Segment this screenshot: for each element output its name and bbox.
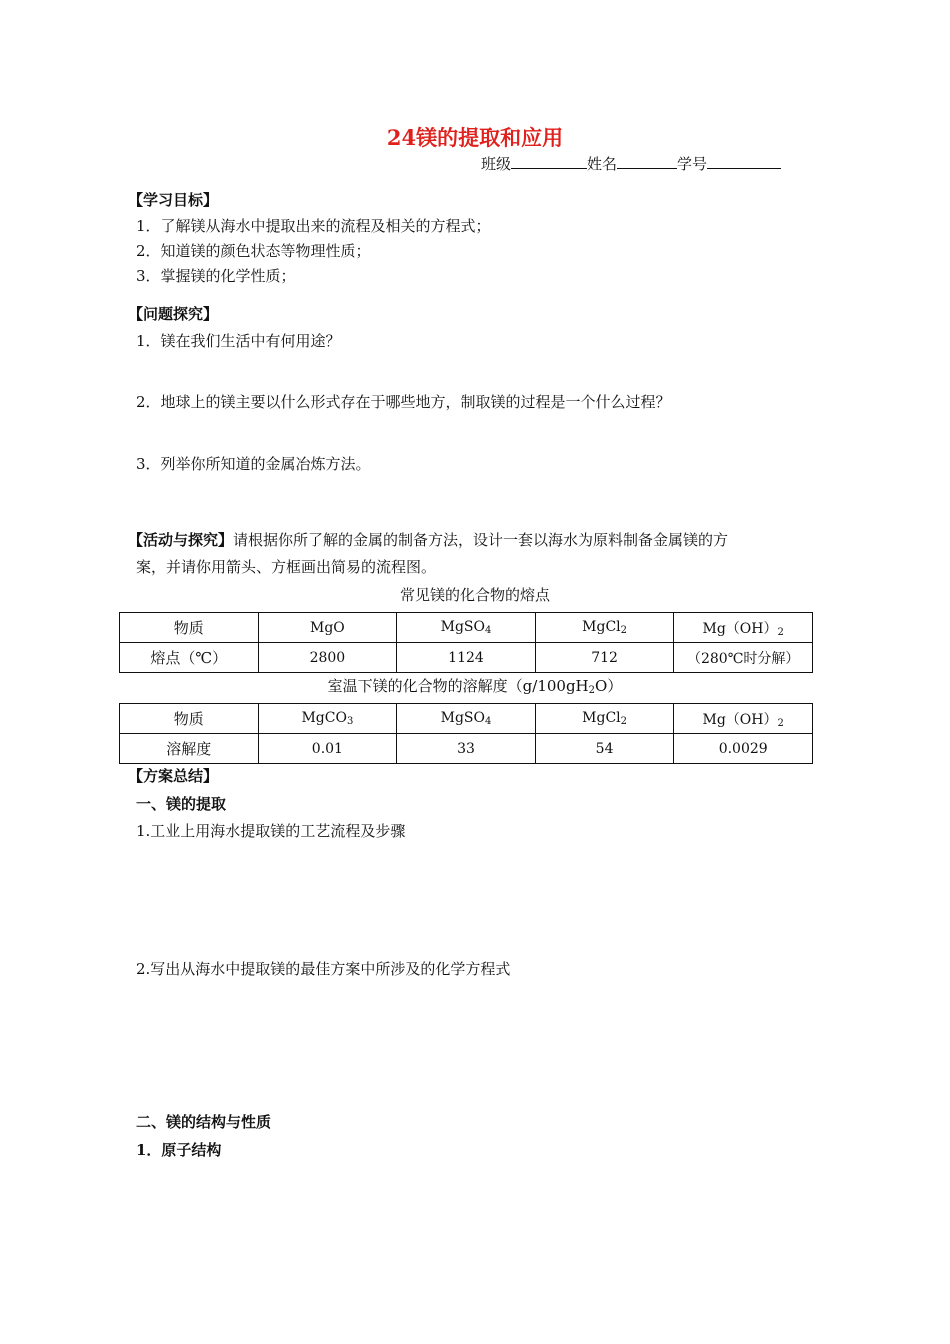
- objective-item: 3．掌握镁的化学性质；: [136, 267, 296, 285]
- table-cell: MgSO$_4$: [397, 704, 536, 734]
- table-cell: MgSO$_4$: [397, 613, 536, 643]
- summary-item: 1.工业上用海水提取镁的工艺流程及步骤: [136, 822, 406, 840]
- table-cell: 物质: [120, 704, 259, 734]
- objectives-heading: 【学习目标】: [128, 191, 219, 209]
- inquiry-heading: 【问题探究】: [128, 305, 219, 323]
- id-label: 学号: [677, 155, 708, 173]
- table-cell: MgO: [258, 613, 397, 643]
- activity-paragraph-line1: [128, 529, 728, 550]
- inquiry-item: 2．地球上的镁主要以什么形式存在于哪些地方，制取镁的过程是一个什么过程？: [136, 393, 671, 411]
- activity-heading: 【活动与探究】: [128, 531, 234, 549]
- objective-item: 2．知道镁的颜色状态等物理性质；: [136, 242, 371, 260]
- name-blank[interactable]: [617, 154, 677, 169]
- table-cell: $Mg(OH)_2$: [674, 613, 813, 643]
- table-cell: 熔点（℃）: [120, 643, 259, 673]
- class-blank[interactable]: [511, 154, 587, 169]
- table-cell: 712: [535, 643, 674, 673]
- table-cell: 物质: [120, 613, 259, 643]
- table-cell: 0.01: [258, 734, 397, 764]
- objective-item: 1．了解镁从海水中提取出来的流程及相关的方程式；: [136, 217, 491, 235]
- table-cell: 33: [397, 734, 536, 764]
- activity-text: 请根据你所了解的金属的制备方法，设计一套以海水为原料制备金属镁的方: [233, 531, 729, 549]
- id-blank[interactable]: [707, 154, 781, 169]
- summary-heading: 【方案总结】: [128, 767, 219, 785]
- table-cell: 溶解度: [120, 734, 259, 764]
- table-cell: 54: [535, 734, 674, 764]
- table-cell: MgCO$_3$: [258, 704, 397, 734]
- melting-point-table: [119, 612, 813, 673]
- table-cell: MgCl$_2$: [535, 613, 674, 643]
- summary-item: 1．原子结构: [136, 1141, 222, 1159]
- activity-paragraph-line2: 案，并请你用箭头、方框画出简易的流程图。: [136, 558, 437, 576]
- table-header-row: [120, 704, 813, 734]
- student-info-line: [481, 153, 781, 174]
- table-cell: $Mg(OH)_2$: [674, 704, 813, 734]
- table-cell: 0.0029: [674, 734, 813, 764]
- table2-caption: 室温下镁的化合物的溶解度$(g/100gH_2O)$: [327, 677, 623, 696]
- table-row: [120, 643, 813, 673]
- table-cell: MgCl$_2$: [535, 704, 674, 734]
- table-cell: 2800: [258, 643, 397, 673]
- section-heading: 二、镁的结构与性质: [136, 1113, 272, 1131]
- table-header-row: [120, 613, 813, 643]
- class-label: 班级: [481, 155, 512, 173]
- inquiry-item: 1．镁在我们生活中有何用途？: [136, 332, 341, 350]
- section-heading: 一、镁的提取: [136, 795, 227, 813]
- page-title: 24镁的提取和应用: [386, 125, 564, 150]
- inquiry-item: 3．列举你所知道的金属冶炼方法。: [136, 455, 371, 473]
- table1-caption: 常见镁的化合物的熔点: [399, 586, 550, 604]
- solubility-table: [119, 703, 813, 764]
- table-cell: （280℃时分解）: [674, 643, 813, 673]
- summary-item: 2.写出从海水中提取镁的最佳方案中所涉及的化学方程式: [136, 960, 511, 978]
- name-label: 姓名: [587, 155, 618, 173]
- table-row: [120, 734, 813, 764]
- table-cell: 1124: [397, 643, 536, 673]
